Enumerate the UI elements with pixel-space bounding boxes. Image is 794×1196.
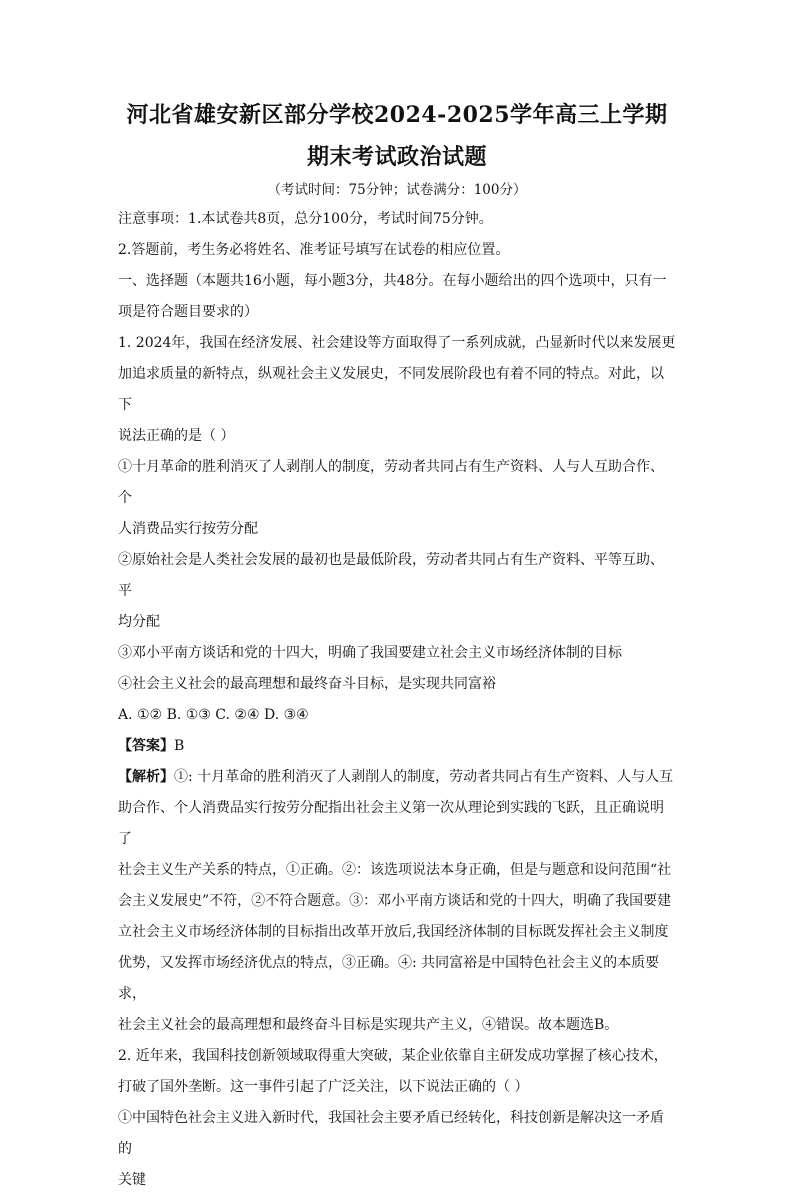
q1-option-1a: ①十月革命的胜利消灭了人剥削人的制度，劳动者共同占有生产资料、人与人互助合作、个: [118, 459, 664, 506]
q2-option-1b: 关键: [118, 1172, 146, 1188]
q2-stem-line-1: 2. 近年来，我国科技创新领域取得重大突破，某企业依靠自主研发成功掌握了核心技术，: [118, 1048, 668, 1064]
q1-choices: A. ①② B. ①③ C. ②④ D. ③④: [118, 707, 309, 723]
analysis-text-1: ①: 十月革命的胜利消灭了人剥削人的制度，劳动者共同占有生产资料、人与人互: [174, 769, 674, 785]
q1-stem-line-1: 1. 2024年，我国在经济发展、社会建设等方面取得了一系列成就，凸显新时代以来发展更: [118, 335, 676, 351]
q1-option-2b: 均分配: [118, 614, 160, 630]
q1-option-4: ④社会主义社会的最高理想和最终奋斗目标，是实现共同富裕: [118, 676, 496, 692]
answer-label: 【答案】: [118, 738, 174, 754]
answer-value: B: [174, 738, 185, 754]
q2-option-1a: ①中国特色社会主义进入新时代，我国社会主要矛盾已经转化，科技创新是解决这一矛盾的: [118, 1110, 664, 1157]
section-heading-line-1: 一、选择题（本题共16小题，每小题3分，共48分。在每小题给出的四个选项中，只有一: [118, 273, 667, 289]
q1-answer: [118, 731, 676, 762]
exam-info: （考试时间：75分钟；试卷满分：100分）: [267, 182, 527, 198]
notes-line-2: 2.答题前，考生务必将姓名、准考证号填写在试卷的相应位置。: [118, 242, 510, 258]
q1-analysis-line-2: 助合作、个人消费品实行按劳分配指出社会主义第一次从理论到实践的飞跃，且正确说明了: [118, 800, 664, 847]
q1-option-2a: ②原始社会是人类社会发展的最初也是最低阶段，劳动者共同占有生产资料、平等互助、平: [118, 552, 664, 599]
q1-analysis-line-3: 社会主义生产关系的特点，①正确。②：该选项说法本身正确，但是与题意和设问范围“社: [118, 862, 672, 878]
notes-line-1: 注意事项：1.本试卷共8页，总分100分，考试时间75分钟。: [118, 211, 493, 227]
q1-analysis-line-5: 立社会主义市场经济体制的目标指出改革开放后,我国经济体制的目标既发挥社会主义制度: [118, 924, 669, 940]
q1-analysis-line-1: [118, 762, 676, 793]
analysis-label: 【解析】: [118, 769, 174, 785]
q1-analysis-line-4: 会主义发展史”不符，②不符合题意。③：邓小平南方谈话和党的十四大，明确了我国要建: [118, 893, 672, 909]
q1-stem-line-3: 说法正确的是（ ）: [118, 428, 235, 444]
q1-analysis-line-6: 优势，又发挥市场经济优点的特点，③正确。④: 共同富裕是中国特色社会主义的本质要求，: [118, 955, 660, 1002]
q1-analysis-line-7: 社会主义社会的最高理想和最终奋斗目标是实现共产主义，④错误。故本题选B。: [118, 1017, 619, 1033]
q1-option-1b: 人消费品实行按劳分配: [118, 521, 258, 537]
section-heading-line-2: 项是符合题目要求的）: [118, 304, 258, 320]
q2-stem-line-2: 打破了国外垄断。这一事件引起了广泛关注，以下说法正确的（ ）: [118, 1079, 529, 1095]
document-title-line1: 河北省雄安新区部分学校2024-2025学年高三上学期: [126, 102, 668, 128]
document-title-line2: 期末考试政治试题: [306, 144, 487, 170]
q1-option-3: ③邓小平南方谈话和党的十四大，明确了我国要建立社会主义市场经济体制的目标: [118, 645, 622, 661]
q1-stem-line-2: 加追求质量的新特点，纵观社会主义发展史，不同发展阶段也有着不同的特点。对此，以下: [118, 366, 664, 413]
